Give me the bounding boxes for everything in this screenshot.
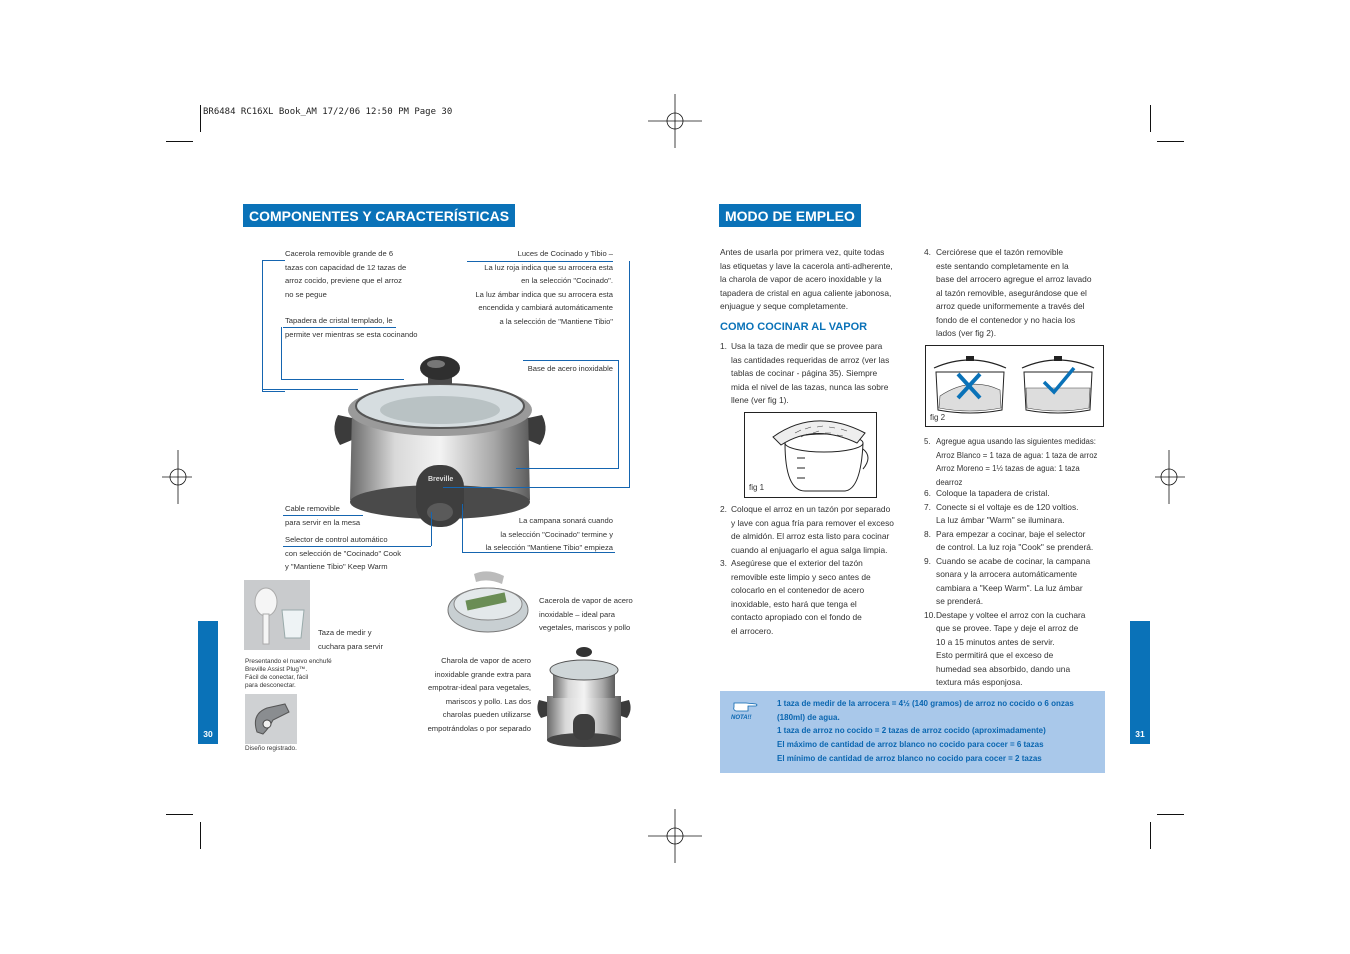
step-5: 5. Agregue agua usando las siguientes medidas: Arroz Blanco = 1 taza de agua: 1 taza de arroz Arroz Moreno = 1½ tazas de agua: 1 taza dearroz	[924, 437, 1098, 487]
leader-base	[516, 360, 619, 469]
intro-paragraph: Antes de usarla por primera vez, quite todas las etiquetas y lave la cacerola anti-adherente, la charola de vapor de acero inoxidable y la tapadera de cristal en agua caliente jabonosa, enjuague y seque completamente.	[720, 247, 893, 311]
registration-mark-bottom	[648, 809, 702, 863]
registration-mark-left	[162, 450, 192, 504]
right-section-title: MODO DE EMPLEO	[719, 204, 861, 227]
assist-plug-photo	[245, 694, 297, 744]
cooker-with-steamer-photo	[535, 640, 633, 748]
leader-cacerola-h	[262, 389, 358, 390]
step-4: 4. Cerciórese que el tazón removible este sentando completamente en la base del arrocero agregue el arroz lavado al tazón removible, asegurándose que el arroz quede uniformemente a través del fondo de el contenedor y no hacia los lados (ver fig 2).	[924, 247, 1092, 338]
steps-6-10: 6. Coloque la tapadera de cristal. 7. Conecte si el voltaje es de 120 voltios. La luz ámbar "Warm" se iluminara. 8. Para empezar a cocinar, baje el selector de control. La luz roja "Cook" se prenderá. 9. Cuando se acabe de cocinar, la campana sonara y la arrocera automáticamente cambiara a "Keep Warm". La luz ámbar se prenderá. 10. Destape y voltee el arroz con la cuchara que se provee. Tape y deje el arroz de 10 a 15 minutos antes de servir. Esto permitirá que el exceso de humedad sea absorbido, dando una textura más esponjosa.	[924, 488, 1094, 687]
left-page-number: 30	[203, 729, 213, 739]
cooker-brand-mark: Breville	[428, 476, 454, 483]
caption-cacerola: Cacerola removible grande de 6 tazas con capacidad de 12 tazas de arroz cocido, previene que el arroz no se pegue	[285, 249, 407, 299]
caption-plug: Presentando el nuevo enchufé Breville Assist Plug™. Fácil de conectar, fácil para desconectar.	[245, 658, 332, 689]
leader-base-top	[523, 360, 618, 361]
right-page-number: 31	[1135, 729, 1145, 739]
pointing-hand-icon	[732, 699, 758, 713]
fig-1-label: fig 1	[749, 483, 765, 492]
measuring-cup-drawing	[745, 413, 876, 497]
caption-vapor: Cacerola de vapor de acero inoxidable – ideal para vegetales, mariscos y pollo	[539, 596, 633, 632]
registration-mark-right	[1155, 450, 1185, 504]
right-page-tab	[1130, 621, 1150, 744]
caption-charola: Charola de vapor de acero inoxidable grande extra para empotrar-ideal para vegetales, mariscos y pollo. Las dos charolas pueden utilizarse empotrándolas o por separado	[427, 656, 531, 733]
left-page-tab	[198, 621, 218, 744]
caption-diseno: Diseño registrado.	[245, 745, 297, 752]
registration-mark-top	[648, 94, 702, 148]
caption-base: Base de acero inoxidable	[527, 364, 613, 373]
figure-2	[925, 345, 1104, 427]
steamer-basket-photo	[444, 570, 532, 640]
caption-campana: La campana sonará cuando la selección "Cocinado" termine y la selección "Mantiene Tibio" empieza	[485, 516, 613, 552]
print-slug: BR6484 RC16XL Book_AM 17/2/06 12:50 PM Page 30	[203, 107, 453, 117]
caption-tapadera: Tapadera de cristal templado, le permite ver mientras se esta cocinando	[285, 316, 418, 339]
left-section-title: COMPONENTES Y CARACTERÍSTICAS	[243, 204, 515, 227]
steps-2-3: 2. Coloque el arroz en un tazón por separado y lave con agua fría para remover el exceso de almidón. El arroz esta listo para cocinar cuando al enjuagarlo el agua salga limpia. 3. Asegúrese que el exterior del tazón removible este limpio y seco antes de colocarlo en el contenedor de acero inoxidable, esto hará que tenga el contacto apropiado con el fondo de el arrocero.	[720, 504, 894, 636]
step-1: 1. Usa la taza de medir que se provee para las cantidades requeridas de arroz (ver las tablas de cocinar - página 35). Siempre mida el nivel de las tazas, nunca las sobre llene (ver fig 1).	[720, 341, 890, 405]
steam-subtitle: COMO COCINAR AL VAPOR	[720, 321, 868, 333]
measuring-cup-spoon-photo	[244, 580, 310, 650]
note-text: 1 taza de medir de la arrocera = 4½ (140 gramos) de arroz no cocido o 6 onzas (180ml) de agua. 1 taza de arroz no cocido = 2 tazas de arroz cocido (aproximadamente) El máximo de cantidad de arroz blanco no cocido para cocer = 6 tazas El mínimo de cantidad de arroz blanco no cocido para cocer = 2 tazas	[777, 699, 1074, 763]
caption-selector: Selector de control automático con selección de "Cocinado" Cook y "Mantiene Tibio" Keep Warm	[285, 535, 401, 571]
figure-1	[744, 412, 877, 498]
note-label: NOTA!!	[731, 715, 752, 721]
note-box	[720, 691, 1105, 773]
rice-level-drawing	[926, 346, 1103, 426]
caption-luces: Luces de Cocinado y Tibio – La luz roja indica que su arrocera esta en la selección "Cocinado". La luz ámbar indica que su arrocera esta encendida y cambiará automáticamente a la selección de "Mantiene Tibio"	[475, 249, 613, 326]
caption-cable: Cable removible para servir en la mesa	[285, 504, 361, 527]
fig-2-label: fig 2	[930, 413, 946, 422]
caption-taza: Taza de medir y cuchara para servir	[318, 628, 383, 651]
